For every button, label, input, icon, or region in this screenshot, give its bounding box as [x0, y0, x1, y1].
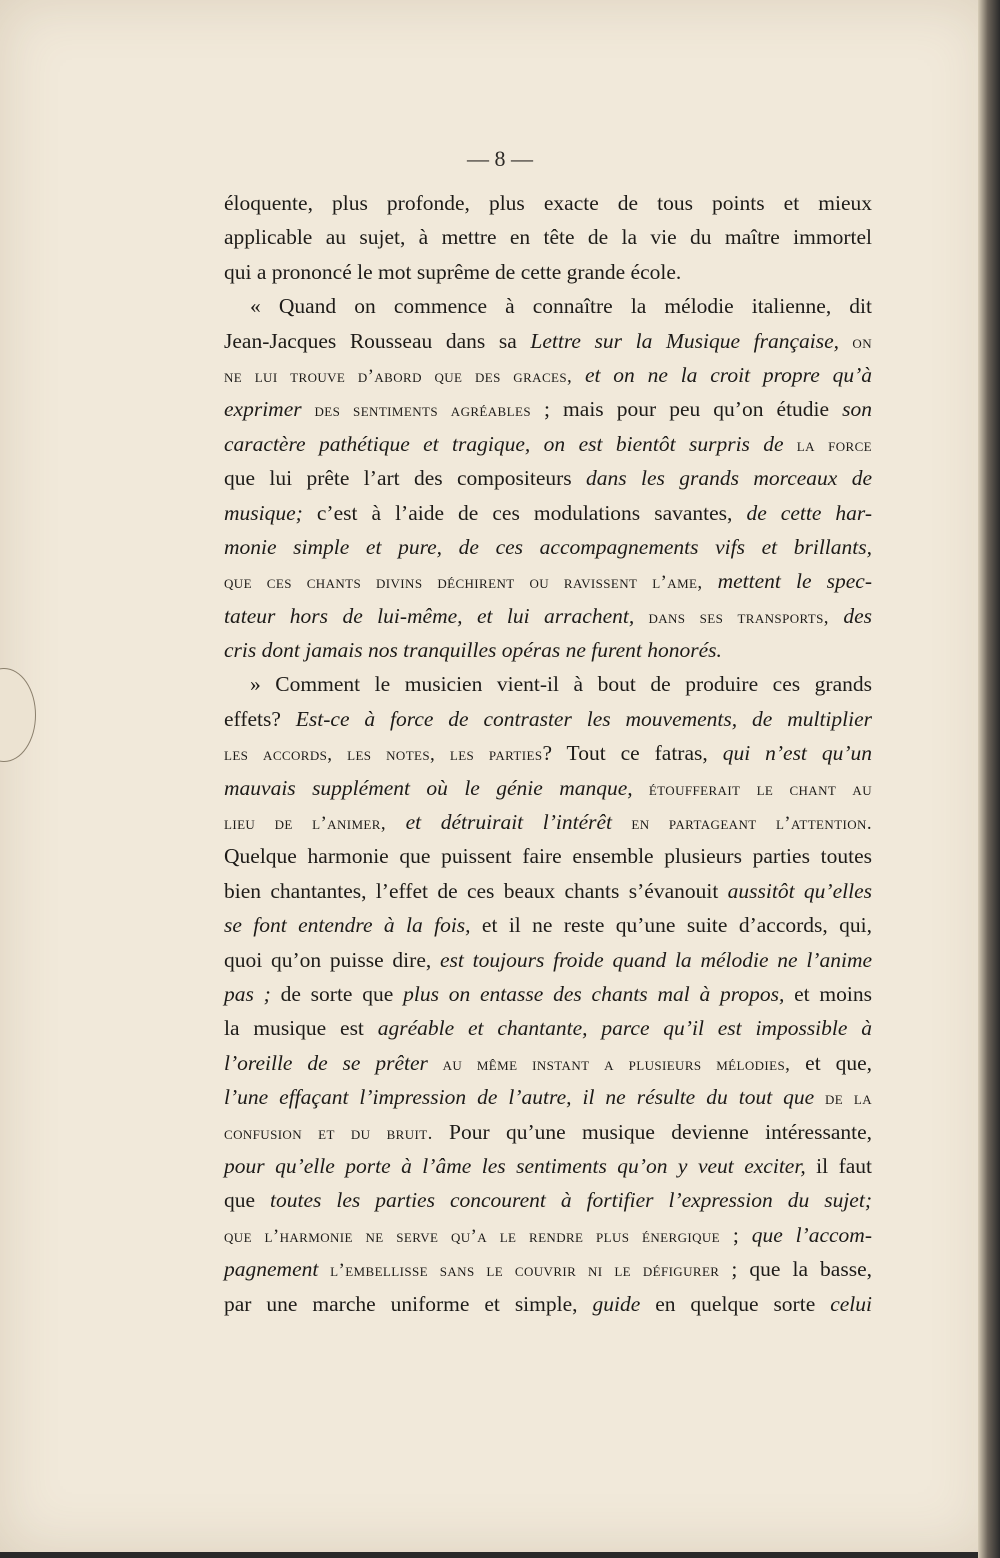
text-segment: tateur hors de lui-même, et lui arrachent, — [224, 603, 635, 628]
text-segment: ; — [720, 1222, 752, 1247]
text-segment: qui n’est qu’un — [722, 741, 873, 766]
text-segment: Jean-Jacques Rousseau dans sa — [224, 328, 531, 353]
text-segment: l’oreille de se prêter — [224, 1050, 428, 1075]
text-line — [224, 289, 872, 323]
text-segment: mauvais supplément où le génie manque, — [224, 775, 633, 800]
text-line — [224, 874, 872, 908]
text-line — [224, 1183, 872, 1217]
text-line — [224, 530, 872, 564]
text-segment: ; mais pour peu qu’on étudie — [530, 397, 843, 422]
text-segment: se font entendre à la fois, — [224, 913, 471, 938]
text-segment: c’est à l’aide de ces modulations savantes, — [302, 500, 747, 525]
text-line — [224, 220, 872, 254]
text-segment: ? Tout ce fatras, — [542, 741, 723, 766]
text-line — [224, 1252, 872, 1286]
text-segment: aussitôt qu’elles — [727, 878, 872, 903]
text-segment: Lettre sur la Musique française, — [530, 328, 840, 353]
text-line — [224, 908, 872, 942]
text-segment: et on ne la croit propre qu’à — [572, 362, 872, 387]
text-line — [224, 427, 872, 461]
text-line — [224, 702, 872, 736]
text-segment: dans les grands morceaux de — [586, 466, 872, 491]
text-line — [224, 805, 872, 839]
text-segment: agréable et chantante, parce qu’il est impossible à — [377, 1016, 873, 1041]
text-segment: que l’accom- — [751, 1222, 872, 1247]
text-line — [224, 943, 872, 977]
text-segment: musique; — [224, 500, 303, 525]
text-line — [224, 1149, 872, 1183]
text-segment: Est-ce à force de contraster les mouvements, de multiplier — [295, 706, 873, 731]
text-line — [224, 186, 872, 220]
text-segment: on — [839, 331, 872, 353]
text-line — [224, 255, 872, 289]
text-segment: et détruirait l’intérêt — [386, 810, 613, 835]
text-segment: les accords, les notes, les parties — [224, 744, 543, 766]
text-line — [224, 392, 872, 426]
text-segment: ; que la basse, — [719, 1257, 872, 1282]
text-line — [224, 736, 872, 770]
text-segment: » Comment le musicien vient-il à bout de produire ces grands — [250, 672, 872, 697]
text-segment: toutes les parties concourent à fortifier l’expression du sujet; — [270, 1188, 872, 1213]
text-line — [224, 496, 872, 530]
text-line — [224, 839, 872, 873]
text-line — [224, 358, 872, 392]
page-edge — [978, 0, 1000, 1558]
text-line — [224, 1218, 872, 1252]
text-segment: plus on entasse des chants mal à propos, — [403, 981, 785, 1006]
body-text — [224, 186, 872, 1321]
text-segment: la musique est — [224, 1016, 378, 1041]
text-segment: Pour qu’une musique devienne intéressante, — [432, 1119, 872, 1144]
text-segment: celui — [830, 1291, 872, 1316]
text-line — [224, 977, 872, 1011]
text-segment: caractère pathétique et tragique, on est bientôt surpris de — [224, 431, 784, 456]
text-segment: que ces chants divins déchirent ou ravissent l’ame, — [224, 572, 703, 594]
text-segment: bien chantantes, l’effet de ces beaux chants s’évanouit — [224, 878, 728, 903]
text-segment: des — [828, 603, 872, 628]
text-segment: ne lui trouve d’abord que des graces, — [224, 365, 573, 387]
text-segment: de sorte que — [270, 981, 404, 1006]
text-segment: effets? — [224, 706, 296, 731]
page-number: — 8 — — [467, 146, 533, 171]
text-line — [224, 324, 872, 358]
text-segment: pagnement — [224, 1257, 319, 1282]
text-segment: confusion et du bruit. — [224, 1122, 433, 1144]
text-line — [224, 667, 872, 701]
text-segment: en partageant l’attention. — [612, 813, 872, 835]
text-segment: de cette har- — [746, 500, 872, 525]
text-line — [224, 599, 872, 633]
text-segment: l’embellisse sans le couvrir ni le défigurer — [318, 1260, 720, 1282]
text-segment: il faut — [805, 1153, 873, 1178]
text-segment: lieu de l’animer, — [224, 813, 386, 835]
text-segment: cris dont jamais nos tranquilles opéras ne furent honorés. — [224, 638, 722, 663]
text-segment: applicable au sujet, à mettre en tête de la vie du maître immortel — [224, 225, 872, 250]
text-line — [224, 1046, 872, 1080]
text-segment: Quelque harmonie que puissent faire ensemble plusieurs parties toutes — [224, 844, 872, 869]
text-line — [224, 633, 872, 667]
text-segment: dans ses transports, — [634, 606, 829, 628]
text-segment: qui a prononcé le mot suprême de cette grande école. — [224, 259, 682, 284]
text-segment: pas ; — [224, 981, 271, 1006]
text-segment: que lui prête l’art des compositeurs — [224, 466, 587, 491]
text-segment: de la — [814, 1088, 872, 1110]
text-line — [224, 461, 872, 495]
text-segment: éloquente, plus profonde, plus exacte de tous points et mieux — [224, 191, 872, 215]
text-segment: l’une effaçant l’impression de l’autre, il ne résulte du tout que — [224, 1085, 815, 1110]
text-segment: la force — [783, 434, 872, 456]
text-segment: et il ne reste qu’une suite d’accords, qui, — [470, 913, 872, 938]
text-segment: exprimer — [224, 397, 302, 422]
text-segment: des sentiments agréables — [301, 400, 531, 422]
text-segment: mettent le spec- — [702, 569, 872, 594]
text-line — [224, 1115, 872, 1149]
text-line — [224, 1287, 872, 1321]
text-segment: en quelque sorte — [640, 1291, 831, 1316]
page-notch — [0, 668, 36, 762]
text-segment: guide — [592, 1291, 641, 1316]
text-segment: et moins — [784, 981, 872, 1006]
text-segment: que l’harmonie ne serve qu’a le rendre plus énergique — [224, 1225, 721, 1247]
text-segment: par une marche uniforme et simple, — [224, 1291, 593, 1316]
text-segment: quoi qu’on puisse dire, — [224, 947, 441, 972]
text-line — [224, 771, 872, 805]
text-line — [224, 564, 872, 598]
text-line — [224, 1011, 872, 1045]
text-segment: monie simple et pure, de ces accompagnements vifs et brillants, — [224, 534, 872, 559]
text-segment: « Quand on commence à connaître la mélodie italienne, dit — [250, 294, 872, 319]
text-segment: étoufferait le chant au — [632, 778, 872, 800]
text-segment: que — [224, 1188, 271, 1213]
text-segment: au même instant a plusieurs mélodies, — [427, 1053, 791, 1075]
text-segment: est toujours froide quand la mélodie ne l’anime — [440, 947, 873, 972]
text-segment: pour qu’elle porte à l’âme les sentiments qu’on y veut exciter, — [224, 1153, 806, 1178]
text-segment: son — [842, 397, 872, 422]
text-line — [224, 1080, 872, 1114]
text-segment: et que, — [790, 1050, 873, 1075]
